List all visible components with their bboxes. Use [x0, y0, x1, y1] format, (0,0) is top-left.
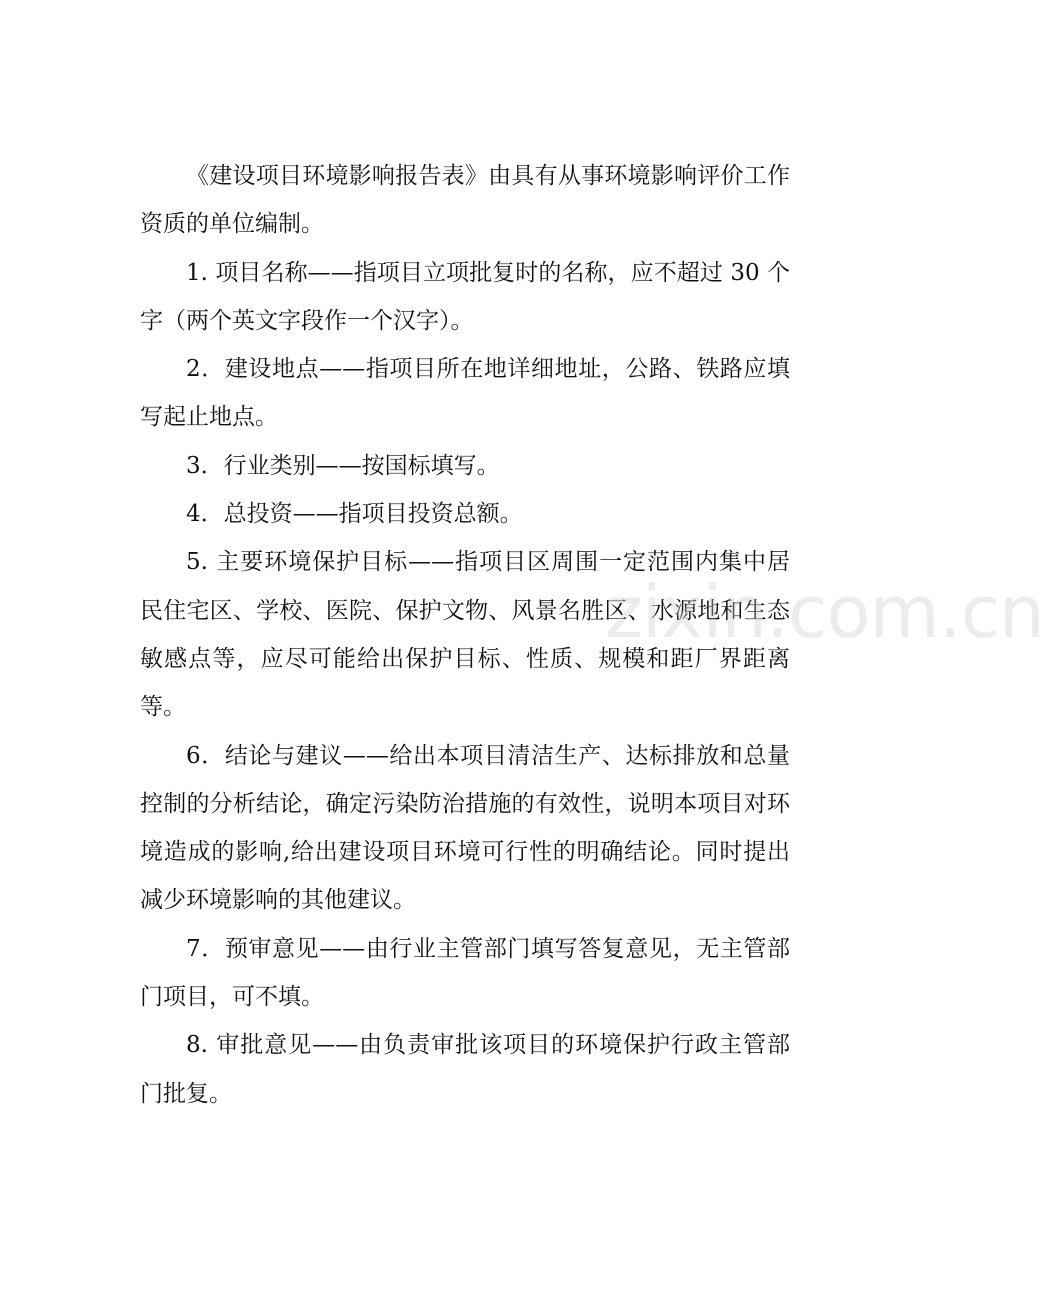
document-body [140, 152, 790, 1118]
paragraph-total-investment: 4．总投资——指项目投资总额。 [186, 501, 523, 528]
watermark: zixin.com.cn [605, 570, 1044, 654]
paragraph-approval-opinion: 8. 审批意见——由负责审批该项目的环境保护行政主管部门批复。 [140, 1032, 790, 1107]
paragraph-industry-category: 3．行业类别——按国标填写。 [186, 452, 500, 479]
paragraph-conclusions: 6．结论与建议——给出本项目清洁生产、达标排放和总量控制的分析结论，确定污染防治措施的有效性，说明本项目对环境造成的影响,给出建设项目环境可行性的明确结论。同时提出减少环境影响的其他建议。 [140, 742, 790, 914]
paragraph-preliminary-review: 7．预审意见——由行业主管部门填写答复意见，无主管部门项目，可不填。 [140, 935, 790, 1011]
paragraph-project-name: 1. 项目名称——指项目立项批复时的名称，应不超过 30 个字（两个英文字段作一个汉字）。 [140, 259, 790, 334]
paragraph-construction-site: 2．建设地点——指项目所在地详细地址，公路、铁路应填写起止地点。 [140, 356, 790, 431]
paragraph-protection-targets: 5. 主要环境保护目标——指项目区周围一定范围内集中居民住宅区、学校、医院、保护文物、风景名胜区、水源地和生态敏感点等，应尽可能给出保护目标、性质、规模和距厂界距离等。 [140, 549, 790, 721]
paragraph-intro: 《建设项目环境影响报告表》由具有从事环境影响评价工作资质的单位编制。 [140, 163, 790, 238]
